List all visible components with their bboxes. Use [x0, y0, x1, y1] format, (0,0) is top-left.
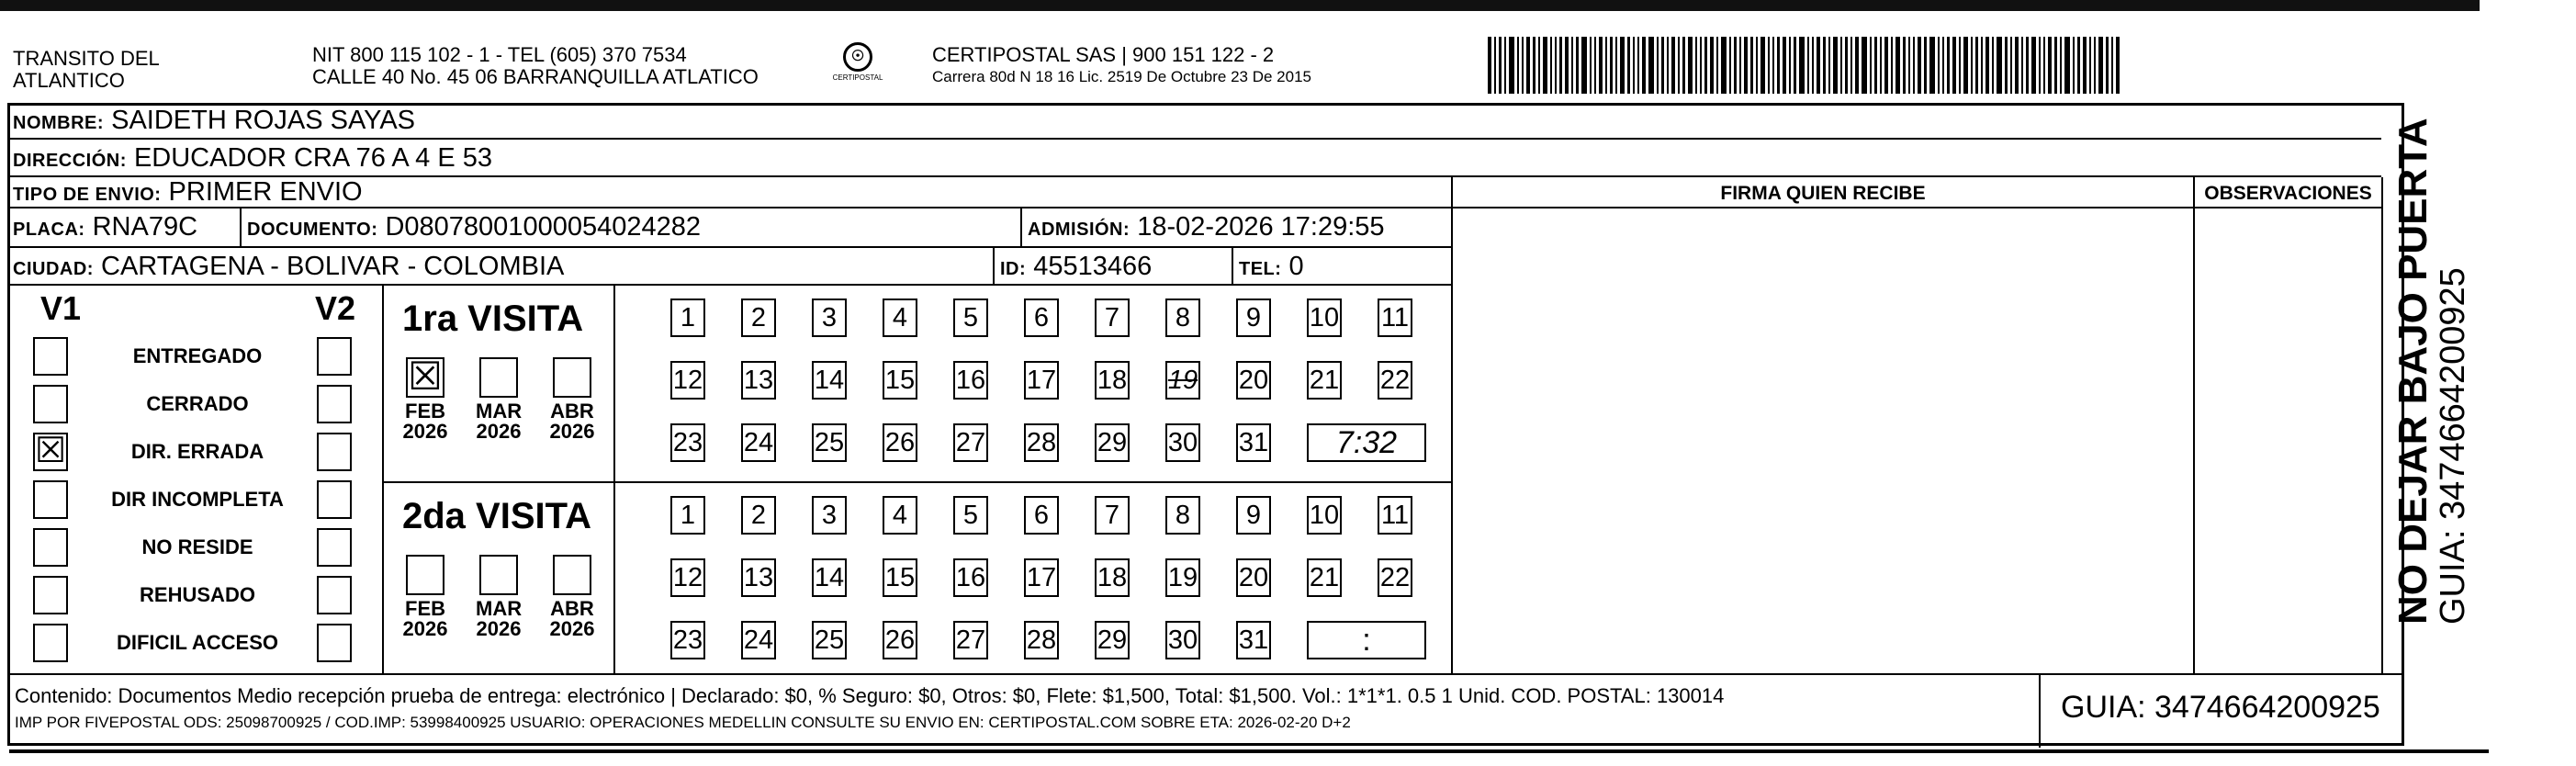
- status-label: CERRADO: [146, 392, 249, 415]
- direccion-value: EDUCADOR CRA 76 A 4 E 53: [133, 143, 493, 173]
- ciudad-label: CIUDAD:: [13, 259, 94, 279]
- month-name: ABR: [550, 597, 594, 620]
- day-box: 29: [1095, 621, 1130, 659]
- issuer-contact: [312, 44, 827, 88]
- status-row: [7, 620, 384, 666]
- firma-header: FIRMA QUIEN RECIBE: [1453, 177, 2193, 208]
- v1-header: V1: [40, 289, 82, 327]
- day-box: 21: [1307, 558, 1342, 597]
- documento-cell: [242, 208, 1022, 246]
- day-box: 24: [741, 423, 776, 462]
- day-box: 1: [670, 496, 705, 535]
- day-box: 28: [1024, 621, 1059, 659]
- day-box: 14: [812, 558, 847, 597]
- status-v1-checkbox: [33, 480, 68, 519]
- issuer-line-2: ATLANTICO: [13, 69, 125, 92]
- day-box: 12: [670, 558, 705, 597]
- status-v1-checkbox: [33, 337, 68, 376]
- status-row: [7, 333, 384, 379]
- status-label: NO RESIDE: [141, 535, 253, 558]
- day-box: 8: [1165, 496, 1200, 535]
- day-box: 18: [1095, 361, 1130, 400]
- id-label: ID:: [1000, 259, 1027, 279]
- day-box: 5: [953, 496, 988, 535]
- month-checkbox: [479, 357, 518, 398]
- day-box: 10: [1307, 299, 1342, 337]
- day-box: 13: [741, 361, 776, 400]
- tipo-label: TIPO DE ENVIO:: [13, 185, 162, 205]
- day-box: 7: [1095, 496, 1130, 535]
- day-box: 13: [741, 558, 776, 597]
- nombre-label: NOMBRE:: [13, 113, 105, 133]
- status-row: [7, 429, 384, 475]
- admision-value: 18-02-2026 17:29:55: [1137, 212, 1385, 242]
- tel-cell: [1233, 248, 1452, 284]
- day-box: 25: [812, 423, 847, 462]
- day-box: 27: [953, 423, 988, 462]
- time-box: 7:32: [1307, 423, 1426, 462]
- day-box: 26: [883, 621, 917, 659]
- issuer-line-1: TRANSITO DEL: [13, 47, 160, 70]
- day-box: 23: [670, 621, 705, 659]
- day-box: 26: [883, 423, 917, 462]
- day-box: 3: [812, 496, 847, 535]
- day-box: 11: [1378, 299, 1412, 337]
- day-box: 15: [883, 558, 917, 597]
- day-box: 18: [1095, 558, 1130, 597]
- side-guia-number: GUIA: 3474664200925: [2434, 267, 2472, 625]
- status-v1-checkbox: ☒: [35, 432, 67, 470]
- courier-line-1: CERTIPOSTAL SAS | 900 151 122 - 2: [932, 43, 1275, 66]
- day-box: 22: [1378, 558, 1412, 597]
- day-box: 28: [1024, 423, 1059, 462]
- certipostal-logo: [830, 42, 885, 88]
- footer: [7, 673, 2404, 746]
- time-box: :: [1307, 621, 1426, 659]
- day-box: 20: [1236, 361, 1271, 400]
- month-checkbox: ☒: [406, 357, 444, 398]
- day-box: 4: [883, 496, 917, 535]
- month-year: 2026: [549, 420, 595, 443]
- day-box: 25: [812, 621, 847, 659]
- day-box: 3: [812, 299, 847, 337]
- day-box: 15: [883, 361, 917, 400]
- courier-line-2: Carrera 80d N 18 16 Lic. 2519 De Octubre 23 De 2015: [932, 68, 1311, 85]
- month-year: 2026: [402, 617, 448, 640]
- status-row: [7, 477, 384, 523]
- no-dejar-warning: NO DEJAR BAJO PUERTA: [2390, 118, 2435, 625]
- day-box: 7: [1095, 299, 1130, 337]
- day-box: 12: [670, 361, 705, 400]
- day-box: 19: [1165, 361, 1200, 400]
- day-box: 30: [1165, 423, 1200, 462]
- month-option: [476, 357, 522, 442]
- status-label: ENTREGADO: [132, 344, 263, 367]
- address-line: CALLE 40 No. 45 06 BARRANQUILLA ATLATICO: [312, 65, 759, 88]
- day-box: 4: [883, 299, 917, 337]
- day-box: 14: [812, 361, 847, 400]
- tipo-value: PRIMER ENVIO: [168, 177, 363, 207]
- day-box: 29: [1095, 423, 1130, 462]
- month-name: FEB: [405, 400, 445, 422]
- day-box: 24: [741, 621, 776, 659]
- delivery-status-panel: [7, 286, 384, 673]
- day-box: 10: [1307, 496, 1342, 535]
- imp-text: IMP POR FIVEPOSTAL ODS: 25098700925 / COD.IMP: 53998400925 USUARIO: OPERACIONES MEDELLIN CONSULTE SU ENVIO EN: CERTIPOSTAL.COM SOBRE ETA: 2026-02-20 D+2: [15, 714, 1351, 731]
- status-row: [7, 524, 384, 570]
- month-name: MAR: [476, 400, 523, 422]
- firma-column: [1451, 177, 2195, 673]
- day-box: 2: [741, 299, 776, 337]
- status-v2-checkbox: [317, 337, 352, 376]
- day-box: 19: [1165, 558, 1200, 597]
- placa-cell: [7, 208, 242, 246]
- contenido-text: Contenido: Documentos Medio recepción prueba de entrega: electrónico | Declarado: $0, % Seguro: $0, Otros: $0, Flete: $1,500, Total: $1,500. Vol.: 1*1*1. 0.5 1 Unid. COD. POSTAL: 130014: [15, 684, 1725, 707]
- status-v1-checkbox: [33, 576, 68, 614]
- status-v1-checkbox: [33, 624, 68, 662]
- day-box: 16: [953, 361, 988, 400]
- status-v2-checkbox: [317, 480, 352, 519]
- day-box: 31: [1236, 621, 1271, 659]
- side-label: [2392, 118, 2471, 625]
- ciudad-cell: [7, 248, 995, 284]
- tel-value: 0: [1288, 252, 1304, 281]
- day-box: 16: [953, 558, 988, 597]
- day-box: 2: [741, 496, 776, 535]
- visit-1-divider: [613, 286, 615, 481]
- placa-value: RNA79C: [92, 212, 198, 242]
- status-v1-checkbox: [33, 528, 68, 567]
- logo-mark-icon: ☉: [843, 42, 872, 72]
- day-box: 31: [1236, 423, 1271, 462]
- tel-label: TEL:: [1239, 259, 1282, 279]
- admision-cell: [1022, 208, 1452, 246]
- documento-value: D08078001000054024282: [385, 212, 701, 242]
- month-checkbox: [553, 555, 591, 595]
- day-box: 27: [953, 621, 988, 659]
- barcode: [1488, 37, 2199, 94]
- placa-label: PLACA:: [13, 220, 85, 240]
- day-box: 17: [1024, 558, 1059, 597]
- month-name: MAR: [476, 597, 523, 620]
- nombre-row: [7, 106, 2381, 140]
- month-name: ABR: [550, 400, 594, 422]
- bottom-edge-bar: [9, 749, 2489, 753]
- direccion-row: [7, 140, 2381, 177]
- day-box: 1: [670, 299, 705, 337]
- nit-line: NIT 800 115 102 - 1 - TEL (605) 370 7534: [312, 43, 687, 66]
- day-box: 20: [1236, 558, 1271, 597]
- status-v2-checkbox: [317, 385, 352, 423]
- month-year: 2026: [476, 617, 522, 640]
- day-box: 8: [1165, 299, 1200, 337]
- day-box: 5: [953, 299, 988, 337]
- day-box: 22: [1378, 361, 1412, 400]
- top-edge-bar: [0, 0, 2480, 11]
- month-option: [402, 357, 448, 442]
- logo-text: CERTIPOSTAL: [832, 73, 883, 82]
- ciudad-value: CARTAGENA - BOLIVAR - COLOMBIA: [101, 252, 565, 281]
- status-v2-checkbox: [317, 433, 352, 471]
- day-box: 17: [1024, 361, 1059, 400]
- id-cell: [995, 248, 1233, 284]
- month-checkbox: [406, 555, 444, 595]
- day-box: 21: [1307, 361, 1342, 400]
- month-checkbox: [479, 555, 518, 595]
- status-row: [7, 381, 384, 427]
- courier-info: [932, 44, 1483, 88]
- month-year: 2026: [476, 420, 522, 443]
- day-box: 6: [1024, 496, 1059, 535]
- day-box: 6: [1024, 299, 1059, 337]
- day-box: 11: [1378, 496, 1412, 535]
- observaciones-column: [2195, 177, 2383, 673]
- status-row: [7, 572, 384, 618]
- admision-label: ADMISIÓN:: [1028, 220, 1131, 240]
- observaciones-header: OBSERVACIONES: [2195, 177, 2381, 208]
- nombre-value: SAIDETH ROJAS SAYAS: [111, 106, 416, 135]
- visit-2-divider: [613, 483, 615, 673]
- visit-1-panel: [384, 286, 1451, 483]
- id-value: 45513466: [1033, 252, 1153, 281]
- month-option: [549, 357, 595, 442]
- placa-row: [7, 208, 1452, 248]
- visit-1-title: 1ra VISITA: [402, 299, 584, 339]
- status-label: DIR. ERRADA: [130, 440, 264, 463]
- status-label: DIFICIL ACCESO: [116, 631, 278, 654]
- status-v2-checkbox: [317, 528, 352, 567]
- day-box: 30: [1165, 621, 1200, 659]
- documento-label: DOCUMENTO:: [247, 220, 378, 240]
- status-label: REHUSADO: [140, 583, 255, 606]
- visit-2-panel: [384, 483, 1451, 673]
- day-box: 9: [1236, 496, 1271, 535]
- issuer-name: [13, 48, 288, 92]
- status-v2-checkbox: [317, 624, 352, 662]
- guia-number: GUIA: 3474664200925: [2039, 675, 2404, 748]
- month-year: 2026: [549, 617, 595, 640]
- visit-2-title: 2da VISITA: [402, 496, 591, 536]
- month-option: [476, 555, 522, 639]
- month-option: [402, 555, 448, 639]
- ciudad-row: [7, 248, 1452, 286]
- month-year: 2026: [402, 420, 448, 443]
- status-v1-checkbox: [33, 385, 68, 423]
- v2-header: V2: [315, 289, 356, 327]
- day-box: 23: [670, 423, 705, 462]
- status-label: DIR INCOMPLETA: [111, 488, 284, 511]
- month-name: FEB: [405, 597, 445, 620]
- status-v2-checkbox: [317, 576, 352, 614]
- month-checkbox: [553, 357, 591, 398]
- direccion-label: DIRECCIÓN:: [13, 151, 127, 171]
- month-option: [549, 555, 595, 639]
- day-box: 9: [1236, 299, 1271, 337]
